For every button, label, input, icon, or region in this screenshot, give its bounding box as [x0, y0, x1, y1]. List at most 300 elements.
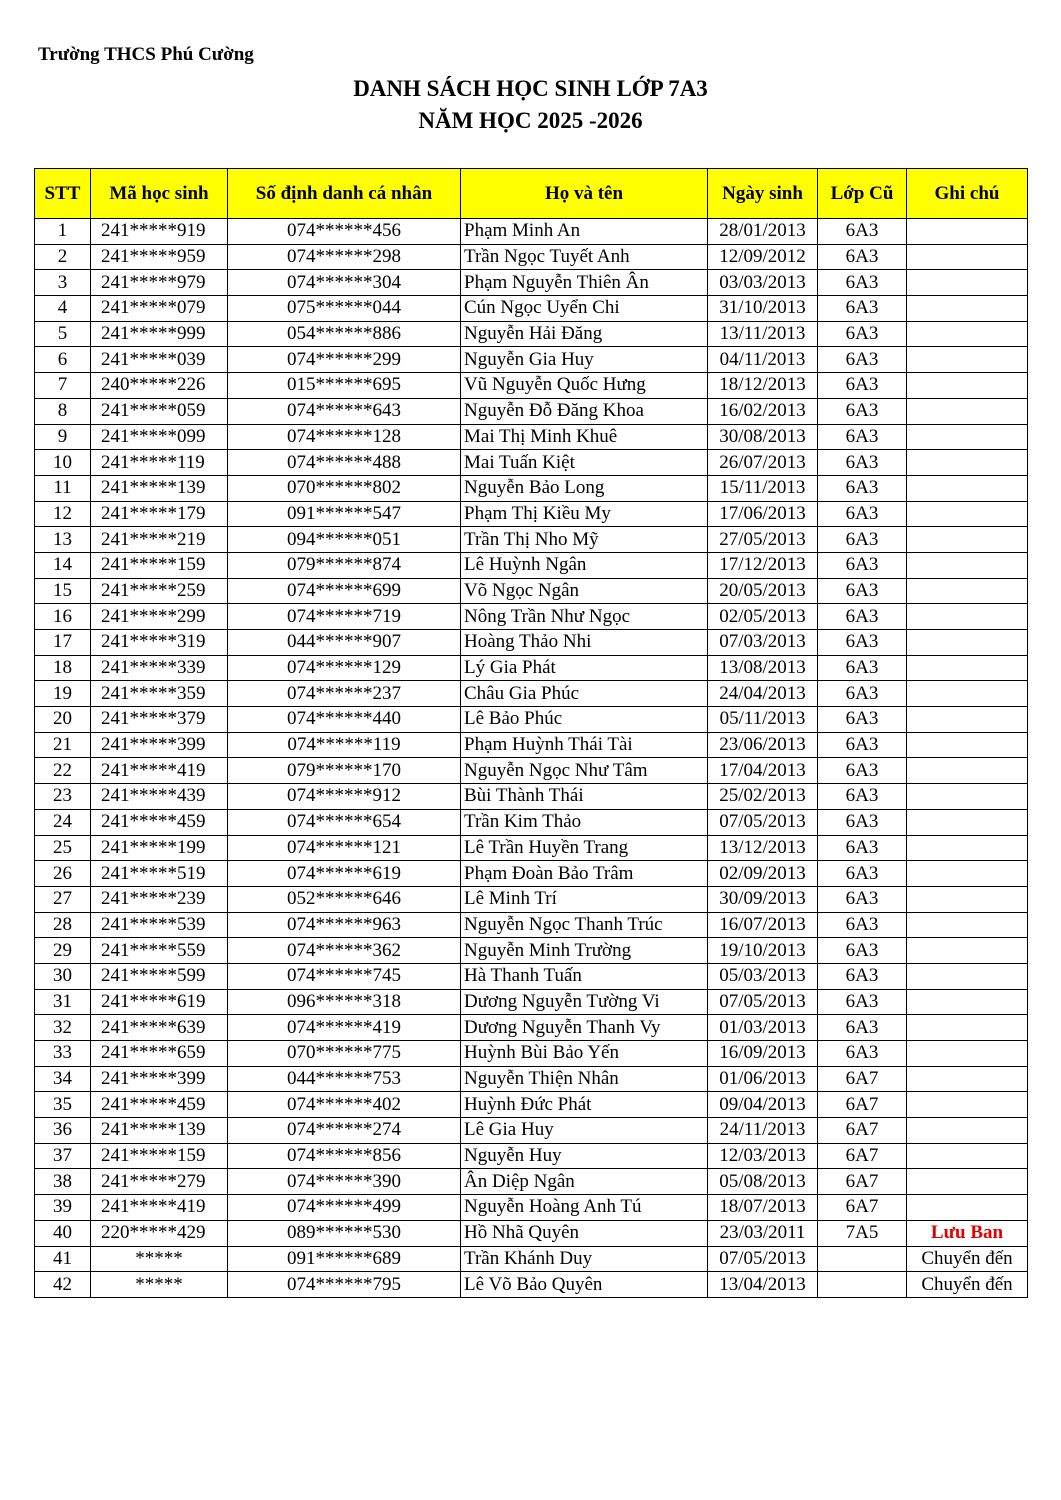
cell-student-code: 241*****979 — [91, 270, 228, 296]
table-row — [35, 501, 1028, 527]
table-row — [35, 809, 1028, 835]
cell-stt: 36 — [35, 1118, 91, 1144]
col-header-full-name: Họ và tên — [461, 169, 708, 219]
cell-old-class: 6A3 — [818, 655, 907, 681]
cell-full-name: Vũ Nguyễn Quốc Hưng — [461, 373, 708, 399]
cell-student-code: 241*****079 — [91, 296, 228, 322]
cell-personal-id: 091******547 — [228, 501, 461, 527]
cell-full-name: Huỳnh Bùi Bảo Yến — [461, 1041, 708, 1067]
cell-birth-date: 12/03/2013 — [708, 1143, 818, 1169]
cell-student-code: 241*****599 — [91, 963, 228, 989]
cell-birth-date: 13/12/2013 — [708, 835, 818, 861]
cell-full-name: Lê Huỳnh Ngân — [461, 552, 708, 578]
cell-old-class: 6A3 — [818, 552, 907, 578]
col-header-old-class: Lớp Cũ — [818, 169, 907, 219]
cell-stt: 33 — [35, 1041, 91, 1067]
cell-student-code: 241*****359 — [91, 681, 228, 707]
table-row — [35, 912, 1028, 938]
table-row — [35, 1169, 1028, 1195]
table-row — [35, 578, 1028, 604]
document-subtitle: NĂM HỌC 2025 -2026 — [418, 108, 643, 133]
cell-personal-id: 074******440 — [228, 707, 461, 733]
cell-student-code: 241*****279 — [91, 1169, 228, 1195]
cell-birth-date: 16/02/2013 — [708, 398, 818, 424]
cell-birth-date: 27/05/2013 — [708, 527, 818, 553]
cell-old-class: 6A3 — [818, 450, 907, 476]
cell-old-class: 6A3 — [818, 630, 907, 656]
cell-personal-id: 015******695 — [228, 373, 461, 399]
cell-student-code: 241*****459 — [91, 1092, 228, 1118]
cell-stt: 29 — [35, 938, 91, 964]
cell-stt: 19 — [35, 681, 91, 707]
cell-full-name: Phạm Thị Kiều My — [461, 501, 708, 527]
cell-birth-date: 07/05/2013 — [708, 1246, 818, 1272]
cell-full-name: Nguyễn Đỗ Đăng Khoa — [461, 398, 708, 424]
cell-stt: 25 — [35, 835, 91, 861]
cell-personal-id: 074******745 — [228, 963, 461, 989]
cell-full-name: Dương Nguyễn Thanh Vy — [461, 1015, 708, 1041]
cell-full-name: Bùi Thành Thái — [461, 784, 708, 810]
cell-student-code: 241*****379 — [91, 707, 228, 733]
cell-stt: 11 — [35, 475, 91, 501]
cell-personal-id: 070******802 — [228, 475, 461, 501]
cell-note — [907, 732, 1028, 758]
table-row — [35, 938, 1028, 964]
cell-note — [907, 989, 1028, 1015]
cell-old-class: 6A3 — [818, 321, 907, 347]
cell-student-code: 241*****399 — [91, 732, 228, 758]
cell-birth-date: 25/02/2013 — [708, 784, 818, 810]
cell-student-code: 241*****239 — [91, 886, 228, 912]
cell-student-code: 241*****919 — [91, 219, 228, 245]
cell-student-code: 220*****429 — [91, 1220, 228, 1246]
cell-old-class: 6A3 — [818, 809, 907, 835]
cell-student-code: 240*****226 — [91, 373, 228, 399]
cell-birth-date: 23/03/2011 — [708, 1220, 818, 1246]
cell-stt: 22 — [35, 758, 91, 784]
cell-old-class: 6A3 — [818, 1015, 907, 1041]
cell-full-name: Nguyễn Gia Huy — [461, 347, 708, 373]
cell-personal-id: 074******298 — [228, 244, 461, 270]
cell-personal-id: 074******299 — [228, 347, 461, 373]
cell-birth-date: 26/07/2013 — [708, 450, 818, 476]
cell-note: Chuyển đến — [907, 1272, 1028, 1298]
cell-birth-date: 13/04/2013 — [708, 1272, 818, 1298]
table-row — [35, 604, 1028, 630]
cell-birth-date: 02/05/2013 — [708, 604, 818, 630]
cell-stt: 6 — [35, 347, 91, 373]
cell-personal-id: 074******643 — [228, 398, 461, 424]
cell-full-name: Hồ Nhã Quyên — [461, 1220, 708, 1246]
cell-personal-id: 044******753 — [228, 1066, 461, 1092]
cell-stt: 3 — [35, 270, 91, 296]
cell-student-code: 241*****999 — [91, 321, 228, 347]
cell-stt: 5 — [35, 321, 91, 347]
cell-full-name: Dương Nguyễn Tường Vi — [461, 989, 708, 1015]
cell-old-class: 6A3 — [818, 732, 907, 758]
cell-stt: 2 — [35, 244, 91, 270]
cell-full-name: Lê Trần Huyền Trang — [461, 835, 708, 861]
cell-personal-id: 089******530 — [228, 1220, 461, 1246]
table-row — [35, 450, 1028, 476]
cell-note — [907, 1092, 1028, 1118]
cell-student-code: 241*****419 — [91, 1195, 228, 1221]
cell-full-name: Phạm Nguyễn Thiên Ân — [461, 270, 708, 296]
cell-birth-date: 24/11/2013 — [708, 1118, 818, 1144]
cell-birth-date: 13/11/2013 — [708, 321, 818, 347]
table-row — [35, 1272, 1028, 1298]
table-row — [35, 1118, 1028, 1144]
cell-old-class: 6A3 — [818, 938, 907, 964]
cell-note — [907, 938, 1028, 964]
table-row — [35, 347, 1028, 373]
table-row — [35, 1066, 1028, 1092]
cell-note — [907, 758, 1028, 784]
cell-note — [907, 707, 1028, 733]
cell-stt: 1 — [35, 219, 91, 245]
cell-student-code: 241*****459 — [91, 809, 228, 835]
cell-birth-date: 30/09/2013 — [708, 886, 818, 912]
cell-stt: 18 — [35, 655, 91, 681]
cell-personal-id: 075******044 — [228, 296, 461, 322]
cell-personal-id: 074******274 — [228, 1118, 461, 1144]
cell-personal-id: 054******886 — [228, 321, 461, 347]
cell-full-name: Hoàng Thảo Nhi — [461, 630, 708, 656]
cell-personal-id: 074******795 — [228, 1272, 461, 1298]
table-row — [35, 1220, 1028, 1246]
cell-stt: 20 — [35, 707, 91, 733]
cell-note — [907, 1041, 1028, 1067]
cell-note — [907, 1066, 1028, 1092]
cell-stt: 38 — [35, 1169, 91, 1195]
cell-old-class: 6A3 — [818, 219, 907, 245]
cell-old-class: 6A7 — [818, 1066, 907, 1092]
table-row — [35, 1041, 1028, 1067]
cell-old-class: 6A3 — [818, 989, 907, 1015]
cell-birth-date: 16/07/2013 — [708, 912, 818, 938]
table-row — [35, 373, 1028, 399]
cell-stt: 24 — [35, 809, 91, 835]
cell-full-name: Phạm Minh An — [461, 219, 708, 245]
cell-old-class: 6A3 — [818, 347, 907, 373]
table-row — [35, 784, 1028, 810]
cell-birth-date: 05/03/2013 — [708, 963, 818, 989]
cell-full-name: Trần Khánh Duy — [461, 1246, 708, 1272]
cell-student-code: 241*****159 — [91, 552, 228, 578]
cell-note — [907, 912, 1028, 938]
cell-old-class: 6A7 — [818, 1169, 907, 1195]
cell-personal-id: 074******419 — [228, 1015, 461, 1041]
cell-full-name: Nguyễn Thiện Nhân — [461, 1066, 708, 1092]
cell-full-name: Nguyễn Ngọc Thanh Trúc — [461, 912, 708, 938]
table-row — [35, 989, 1028, 1015]
cell-old-class: 6A3 — [818, 758, 907, 784]
cell-full-name: Lê Bảo Phúc — [461, 707, 708, 733]
cell-note — [907, 296, 1028, 322]
cell-old-class: 6A3 — [818, 1041, 907, 1067]
cell-old-class: 6A3 — [818, 296, 907, 322]
cell-old-class: 6A3 — [818, 527, 907, 553]
cell-birth-date: 01/06/2013 — [708, 1066, 818, 1092]
cell-full-name: Nguyễn Huy — [461, 1143, 708, 1169]
cell-birth-date: 03/03/2013 — [708, 270, 818, 296]
cell-student-code: 241*****139 — [91, 475, 228, 501]
cell-birth-date: 17/04/2013 — [708, 758, 818, 784]
table-row — [35, 963, 1028, 989]
cell-personal-id: 070******775 — [228, 1041, 461, 1067]
cell-note — [907, 578, 1028, 604]
cell-birth-date: 28/01/2013 — [708, 219, 818, 245]
cell-personal-id: 074******362 — [228, 938, 461, 964]
cell-note — [907, 630, 1028, 656]
cell-full-name: Nguyễn Hải Đăng — [461, 321, 708, 347]
cell-student-code: 241*****659 — [91, 1041, 228, 1067]
cell-note — [907, 1169, 1028, 1195]
cell-stt: 13 — [35, 527, 91, 553]
cell-stt: 37 — [35, 1143, 91, 1169]
cell-personal-id: 074******963 — [228, 912, 461, 938]
cell-old-class: 6A3 — [818, 886, 907, 912]
cell-student-code: 241*****619 — [91, 989, 228, 1015]
cell-student-code: 241*****139 — [91, 1118, 228, 1144]
cell-stt: 10 — [35, 450, 91, 476]
cell-note — [907, 424, 1028, 450]
cell-birth-date: 04/11/2013 — [708, 347, 818, 373]
cell-student-code: 241*****639 — [91, 1015, 228, 1041]
cell-full-name: Mai Tuấn Kiệt — [461, 450, 708, 476]
cell-student-code: 241*****539 — [91, 912, 228, 938]
cell-note — [907, 809, 1028, 835]
cell-student-code: 241*****959 — [91, 244, 228, 270]
document-title: DANH SÁCH HỌC SINH LỚP 7A3 — [353, 76, 708, 101]
cell-old-class: 6A3 — [818, 244, 907, 270]
table-row — [35, 219, 1028, 245]
table-row — [35, 1092, 1028, 1118]
cell-stt: 7 — [35, 373, 91, 399]
cell-old-class: 7A5 — [818, 1220, 907, 1246]
cell-note — [907, 1118, 1028, 1144]
cell-stt: 15 — [35, 578, 91, 604]
cell-student-code: 241*****419 — [91, 758, 228, 784]
cell-personal-id: 074******912 — [228, 784, 461, 810]
cell-stt: 32 — [35, 1015, 91, 1041]
table-row — [35, 732, 1028, 758]
cell-note: Chuyển đến — [907, 1246, 1028, 1272]
cell-personal-id: 074******719 — [228, 604, 461, 630]
cell-birth-date: 18/12/2013 — [708, 373, 818, 399]
cell-full-name: Nguyễn Hoàng Anh Tú — [461, 1195, 708, 1221]
cell-old-class — [818, 1272, 907, 1298]
cell-note — [907, 552, 1028, 578]
cell-stt: 42 — [35, 1272, 91, 1298]
cell-stt: 41 — [35, 1246, 91, 1272]
cell-note — [907, 835, 1028, 861]
cell-full-name: Nông Trần Như Ngọc — [461, 604, 708, 630]
cell-personal-id: 074******128 — [228, 424, 461, 450]
cell-note — [907, 244, 1028, 270]
cell-old-class: 6A3 — [818, 475, 907, 501]
cell-full-name: Lê Võ Bảo Quyên — [461, 1272, 708, 1298]
col-header-note: Ghi chú — [907, 169, 1028, 219]
cell-full-name: Ân Diệp Ngân — [461, 1169, 708, 1195]
cell-note — [907, 270, 1028, 296]
cell-note — [907, 681, 1028, 707]
cell-student-code: 241*****179 — [91, 501, 228, 527]
table-header — [35, 169, 1028, 219]
table-row — [35, 244, 1028, 270]
table-row — [35, 270, 1028, 296]
cell-personal-id: 079******170 — [228, 758, 461, 784]
cell-stt: 12 — [35, 501, 91, 527]
cell-old-class: 6A3 — [818, 578, 907, 604]
cell-stt: 31 — [35, 989, 91, 1015]
student-table — [34, 168, 1028, 1298]
cell-stt: 17 — [35, 630, 91, 656]
cell-full-name: Nguyễn Ngọc Như Tâm — [461, 758, 708, 784]
cell-birth-date: 07/03/2013 — [708, 630, 818, 656]
cell-old-class: 6A3 — [818, 681, 907, 707]
cell-student-code: 241*****219 — [91, 527, 228, 553]
cell-stt: 35 — [35, 1092, 91, 1118]
cell-birth-date: 24/04/2013 — [708, 681, 818, 707]
cell-student-code: 241*****299 — [91, 604, 228, 630]
table-row — [35, 552, 1028, 578]
cell-full-name: Mai Thị Minh Khuê — [461, 424, 708, 450]
cell-birth-date: 23/06/2013 — [708, 732, 818, 758]
cell-stt: 21 — [35, 732, 91, 758]
table-row — [35, 758, 1028, 784]
table-row — [35, 424, 1028, 450]
cell-full-name: Phạm Huỳnh Thái Tài — [461, 732, 708, 758]
cell-student-code: 241*****039 — [91, 347, 228, 373]
cell-old-class: 6A7 — [818, 1092, 907, 1118]
cell-full-name: Trần Thị Nho Mỹ — [461, 527, 708, 553]
table-row — [35, 630, 1028, 656]
cell-birth-date: 05/11/2013 — [708, 707, 818, 733]
cell-stt: 14 — [35, 552, 91, 578]
cell-birth-date: 31/10/2013 — [708, 296, 818, 322]
cell-personal-id: 074******390 — [228, 1169, 461, 1195]
cell-full-name: Lý Gia Phát — [461, 655, 708, 681]
cell-birth-date: 07/05/2013 — [708, 809, 818, 835]
cell-birth-date: 01/03/2013 — [708, 1015, 818, 1041]
school-name: Trường THCS Phú Cường — [38, 44, 254, 65]
cell-full-name: Lê Gia Huy — [461, 1118, 708, 1144]
col-header-birth-date: Ngày sinh — [708, 169, 818, 219]
cell-note — [907, 861, 1028, 887]
cell-personal-id: 044******907 — [228, 630, 461, 656]
cell-full-name: Phạm Đoàn Bảo Trâm — [461, 861, 708, 887]
table-row — [35, 527, 1028, 553]
cell-note — [907, 1143, 1028, 1169]
cell-old-class: 6A3 — [818, 835, 907, 861]
cell-stt: 8 — [35, 398, 91, 424]
cell-old-class: 6A3 — [818, 707, 907, 733]
col-header-student-code: Mã học sinh — [91, 169, 228, 219]
cell-note — [907, 373, 1028, 399]
cell-personal-id: 096******318 — [228, 989, 461, 1015]
cell-student-code: 241*****519 — [91, 861, 228, 887]
cell-note — [907, 1015, 1028, 1041]
cell-stt: 40 — [35, 1220, 91, 1246]
cell-birth-date: 19/10/2013 — [708, 938, 818, 964]
cell-personal-id: 074******121 — [228, 835, 461, 861]
cell-student-code: 241*****199 — [91, 835, 228, 861]
cell-note — [907, 963, 1028, 989]
cell-personal-id: 074******304 — [228, 270, 461, 296]
cell-personal-id: 074******699 — [228, 578, 461, 604]
cell-full-name: Võ Ngọc Ngân — [461, 578, 708, 604]
cell-student-code: 241*****119 — [91, 450, 228, 476]
col-header-stt: STT — [35, 169, 91, 219]
cell-birth-date: 17/06/2013 — [708, 501, 818, 527]
cell-student-code: 241*****059 — [91, 398, 228, 424]
cell-old-class: 6A7 — [818, 1143, 907, 1169]
cell-personal-id: 074******237 — [228, 681, 461, 707]
table-row — [35, 475, 1028, 501]
table-row — [35, 398, 1028, 424]
cell-old-class: 6A3 — [818, 861, 907, 887]
cell-birth-date: 02/09/2013 — [708, 861, 818, 887]
cell-full-name: Lê Minh Trí — [461, 886, 708, 912]
cell-personal-id: 074******856 — [228, 1143, 461, 1169]
cell-old-class: 6A7 — [818, 1118, 907, 1144]
cell-note — [907, 347, 1028, 373]
table-row — [35, 1246, 1028, 1272]
cell-old-class: 6A3 — [818, 398, 907, 424]
table-row — [35, 296, 1028, 322]
cell-note — [907, 527, 1028, 553]
cell-old-class: 6A3 — [818, 912, 907, 938]
cell-old-class: 6A3 — [818, 424, 907, 450]
cell-full-name: Hà Thanh Tuấn — [461, 963, 708, 989]
cell-birth-date: 15/11/2013 — [708, 475, 818, 501]
cell-student-code: 241*****159 — [91, 1143, 228, 1169]
cell-note: Lưu Ban — [907, 1220, 1028, 1246]
table-row — [35, 681, 1028, 707]
cell-note — [907, 475, 1028, 501]
cell-old-class: 6A3 — [818, 373, 907, 399]
table-row — [35, 655, 1028, 681]
cell-personal-id: 074******619 — [228, 861, 461, 887]
cell-personal-id: 052******646 — [228, 886, 461, 912]
cell-note — [907, 1195, 1028, 1221]
cell-student-code: ***** — [91, 1246, 228, 1272]
cell-full-name: Nguyễn Minh Trường — [461, 938, 708, 964]
cell-note — [907, 321, 1028, 347]
cell-birth-date: 30/08/2013 — [708, 424, 818, 450]
cell-stt: 27 — [35, 886, 91, 912]
cell-personal-id: 074******499 — [228, 1195, 461, 1221]
cell-old-class: 6A3 — [818, 604, 907, 630]
cell-stt: 28 — [35, 912, 91, 938]
table-row — [35, 1143, 1028, 1169]
cell-birth-date: 12/09/2012 — [708, 244, 818, 270]
cell-note — [907, 398, 1028, 424]
cell-student-code: 241*****559 — [91, 938, 228, 964]
cell-student-code: 241*****439 — [91, 784, 228, 810]
cell-personal-id: 094******051 — [228, 527, 461, 553]
cell-note — [907, 604, 1028, 630]
cell-full-name: Cún Ngọc Uyển Chi — [461, 296, 708, 322]
cell-birth-date: 16/09/2013 — [708, 1041, 818, 1067]
table-body — [35, 219, 1028, 1298]
cell-stt: 26 — [35, 861, 91, 887]
cell-full-name: Trần Kim Thảo — [461, 809, 708, 835]
table-row — [35, 1195, 1028, 1221]
cell-birth-date: 05/08/2013 — [708, 1169, 818, 1195]
table-row — [35, 861, 1028, 887]
